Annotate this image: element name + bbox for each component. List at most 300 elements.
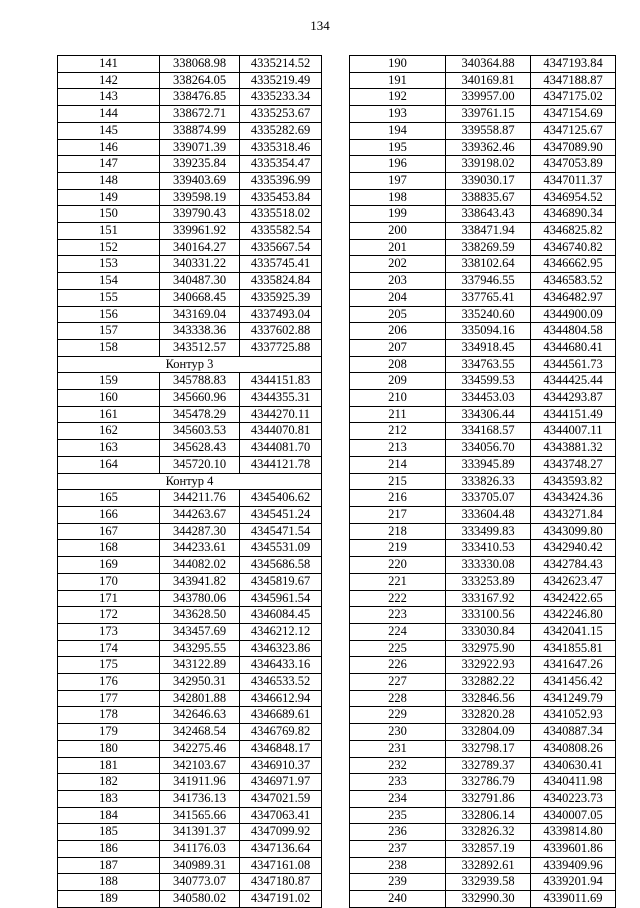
table-row bbox=[58, 239, 322, 256]
table-row bbox=[350, 256, 616, 273]
y-coordinate-cell: 4335667.54 bbox=[240, 239, 322, 256]
x-coordinate-cell: 343338.36 bbox=[160, 323, 240, 340]
point-number-cell: 217 bbox=[350, 506, 446, 523]
point-number-cell: 221 bbox=[350, 573, 446, 590]
y-coordinate-cell: 4344081.70 bbox=[240, 440, 322, 457]
y-coordinate-cell: 4347191.02 bbox=[240, 891, 322, 908]
y-coordinate-cell: 4346825.82 bbox=[531, 223, 616, 240]
point-number-cell: 156 bbox=[58, 306, 160, 323]
y-coordinate-cell: 4335214.52 bbox=[240, 56, 322, 73]
y-coordinate-cell: 4335253.67 bbox=[240, 106, 322, 123]
y-coordinate-cell: 4347193.84 bbox=[531, 56, 616, 73]
table-row bbox=[58, 640, 322, 657]
y-coordinate-cell: 4344151.49 bbox=[531, 406, 616, 423]
table-row bbox=[58, 607, 322, 624]
x-coordinate-cell: 333604.48 bbox=[446, 506, 531, 523]
point-number-cell: 236 bbox=[350, 824, 446, 841]
point-number-cell: 224 bbox=[350, 623, 446, 640]
point-number-cell: 152 bbox=[58, 239, 160, 256]
y-coordinate-cell: 4343593.82 bbox=[531, 473, 616, 490]
y-coordinate-cell: 4345531.09 bbox=[240, 540, 322, 557]
table-row bbox=[58, 740, 322, 757]
point-number-cell: 158 bbox=[58, 339, 160, 356]
x-coordinate-cell: 342275.46 bbox=[160, 740, 240, 757]
x-coordinate-cell: 332806.14 bbox=[446, 807, 531, 824]
y-coordinate-cell: 4346689.61 bbox=[240, 707, 322, 724]
x-coordinate-cell: 338874.99 bbox=[160, 122, 240, 139]
x-coordinate-cell: 343628.50 bbox=[160, 607, 240, 624]
point-number-cell: 159 bbox=[58, 373, 160, 390]
x-coordinate-cell: 345788.83 bbox=[160, 373, 240, 390]
table-row bbox=[58, 590, 322, 607]
table-row bbox=[350, 106, 616, 123]
x-coordinate-cell: 332882.22 bbox=[446, 674, 531, 691]
table-row bbox=[58, 89, 322, 106]
x-coordinate-cell: 339957.00 bbox=[446, 89, 531, 106]
point-number-cell: 191 bbox=[350, 72, 446, 89]
point-number-cell: 145 bbox=[58, 122, 160, 139]
y-coordinate-cell: 4346212.12 bbox=[240, 623, 322, 640]
table-row bbox=[58, 657, 322, 674]
x-coordinate-cell: 339235.84 bbox=[160, 156, 240, 173]
x-coordinate-cell: 339071.39 bbox=[160, 139, 240, 156]
y-coordinate-cell: 4341052.93 bbox=[531, 707, 616, 724]
table-row bbox=[350, 356, 616, 373]
y-coordinate-cell: 4341249.79 bbox=[531, 690, 616, 707]
point-number-cell: 175 bbox=[58, 657, 160, 674]
y-coordinate-cell: 4339814.80 bbox=[531, 824, 616, 841]
x-coordinate-cell: 332892.61 bbox=[446, 857, 531, 874]
point-number-cell: 216 bbox=[350, 490, 446, 507]
table-row bbox=[58, 156, 322, 173]
point-number-cell: 163 bbox=[58, 440, 160, 457]
table-row bbox=[350, 306, 616, 323]
point-number-cell: 186 bbox=[58, 841, 160, 858]
y-coordinate-cell: 4342422.65 bbox=[531, 590, 616, 607]
y-coordinate-cell: 4342623.47 bbox=[531, 573, 616, 590]
y-coordinate-cell: 4343271.84 bbox=[531, 506, 616, 523]
table-row bbox=[58, 807, 322, 824]
x-coordinate-cell: 340668.45 bbox=[160, 289, 240, 306]
x-coordinate-cell: 333826.33 bbox=[446, 473, 531, 490]
y-coordinate-cell: 4335396.99 bbox=[240, 172, 322, 189]
y-coordinate-cell: 4335318.46 bbox=[240, 139, 322, 156]
contour-header-row bbox=[58, 356, 322, 373]
table-row bbox=[58, 172, 322, 189]
y-coordinate-cell: 4346890.34 bbox=[531, 206, 616, 223]
x-coordinate-cell: 341565.66 bbox=[160, 807, 240, 824]
point-number-cell: 178 bbox=[58, 707, 160, 724]
y-coordinate-cell: 4335453.84 bbox=[240, 189, 322, 206]
x-coordinate-cell: 345660.96 bbox=[160, 390, 240, 407]
table-row bbox=[350, 857, 616, 874]
x-coordinate-cell: 345478.29 bbox=[160, 406, 240, 423]
x-coordinate-cell: 343941.82 bbox=[160, 573, 240, 590]
y-coordinate-cell: 4343748.27 bbox=[531, 456, 616, 473]
y-coordinate-cell: 4346910.37 bbox=[240, 757, 322, 774]
y-coordinate-cell: 4346848.17 bbox=[240, 740, 322, 757]
table-row bbox=[350, 406, 616, 423]
table-row bbox=[58, 373, 322, 390]
y-coordinate-cell: 4341855.81 bbox=[531, 640, 616, 657]
table-row bbox=[58, 623, 322, 640]
point-number-cell: 189 bbox=[58, 891, 160, 908]
point-number-cell: 240 bbox=[350, 891, 446, 908]
point-number-cell: 167 bbox=[58, 523, 160, 540]
table-row bbox=[350, 790, 616, 807]
y-coordinate-cell: 4339409.96 bbox=[531, 857, 616, 874]
point-number-cell: 143 bbox=[58, 89, 160, 106]
x-coordinate-cell: 339598.19 bbox=[160, 189, 240, 206]
x-coordinate-cell: 340364.88 bbox=[446, 56, 531, 73]
table-row bbox=[350, 323, 616, 340]
table-row bbox=[58, 674, 322, 691]
point-number-cell: 208 bbox=[350, 356, 446, 373]
x-coordinate-cell: 344263.67 bbox=[160, 506, 240, 523]
y-coordinate-cell: 4344007.11 bbox=[531, 423, 616, 440]
x-coordinate-cell: 332846.56 bbox=[446, 690, 531, 707]
table-row bbox=[350, 390, 616, 407]
y-coordinate-cell: 4339601.86 bbox=[531, 841, 616, 858]
x-coordinate-cell: 342468.54 bbox=[160, 724, 240, 741]
y-coordinate-cell: 4344293.87 bbox=[531, 390, 616, 407]
x-coordinate-cell: 339961.92 bbox=[160, 223, 240, 240]
x-coordinate-cell: 338264.05 bbox=[160, 72, 240, 89]
x-coordinate-cell: 341911.96 bbox=[160, 774, 240, 791]
x-coordinate-cell: 341176.03 bbox=[160, 841, 240, 858]
table-row bbox=[58, 757, 322, 774]
y-coordinate-cell: 4345961.54 bbox=[240, 590, 322, 607]
table-row bbox=[58, 790, 322, 807]
y-coordinate-cell: 4347089.90 bbox=[531, 139, 616, 156]
x-coordinate-cell: 340989.31 bbox=[160, 857, 240, 874]
x-coordinate-cell: 340580.02 bbox=[160, 891, 240, 908]
table-row bbox=[350, 523, 616, 540]
point-number-cell: 235 bbox=[350, 807, 446, 824]
point-number-cell: 202 bbox=[350, 256, 446, 273]
y-coordinate-cell: 4346533.52 bbox=[240, 674, 322, 691]
y-coordinate-cell: 4335219.49 bbox=[240, 72, 322, 89]
x-coordinate-cell: 340487.30 bbox=[160, 273, 240, 290]
point-number-cell: 150 bbox=[58, 206, 160, 223]
x-coordinate-cell: 334306.44 bbox=[446, 406, 531, 423]
point-number-cell: 177 bbox=[58, 690, 160, 707]
y-coordinate-cell: 4340223.73 bbox=[531, 790, 616, 807]
x-coordinate-cell: 344211.76 bbox=[160, 490, 240, 507]
x-coordinate-cell: 341736.13 bbox=[160, 790, 240, 807]
table-row bbox=[350, 807, 616, 824]
x-coordinate-cell: 340773.07 bbox=[160, 874, 240, 891]
x-coordinate-cell: 332804.09 bbox=[446, 724, 531, 741]
x-coordinate-cell: 340164.27 bbox=[160, 239, 240, 256]
table-row bbox=[58, 490, 322, 507]
point-number-cell: 232 bbox=[350, 757, 446, 774]
x-coordinate-cell: 345628.43 bbox=[160, 440, 240, 457]
table-row bbox=[58, 724, 322, 741]
point-number-cell: 233 bbox=[350, 774, 446, 791]
x-coordinate-cell: 333499.83 bbox=[446, 523, 531, 540]
point-number-cell: 229 bbox=[350, 707, 446, 724]
y-coordinate-cell: 4344900.09 bbox=[531, 306, 616, 323]
y-coordinate-cell: 4346662.95 bbox=[531, 256, 616, 273]
point-number-cell: 206 bbox=[350, 323, 446, 340]
y-coordinate-cell: 4335824.84 bbox=[240, 273, 322, 290]
x-coordinate-cell: 339403.69 bbox=[160, 172, 240, 189]
x-coordinate-cell: 339030.17 bbox=[446, 172, 531, 189]
y-coordinate-cell: 4344151.83 bbox=[240, 373, 322, 390]
point-number-cell: 160 bbox=[58, 390, 160, 407]
x-coordinate-cell: 339558.87 bbox=[446, 122, 531, 139]
x-coordinate-cell: 339790.43 bbox=[160, 206, 240, 223]
x-coordinate-cell: 333100.56 bbox=[446, 607, 531, 624]
point-number-cell: 198 bbox=[350, 189, 446, 206]
point-number-cell: 190 bbox=[350, 56, 446, 73]
y-coordinate-cell: 4347125.67 bbox=[531, 122, 616, 139]
y-coordinate-cell: 4340808.26 bbox=[531, 740, 616, 757]
x-coordinate-cell: 333167.92 bbox=[446, 590, 531, 607]
y-coordinate-cell: 4335745.41 bbox=[240, 256, 322, 273]
y-coordinate-cell: 4343099.80 bbox=[531, 523, 616, 540]
point-number-cell: 199 bbox=[350, 206, 446, 223]
table-row bbox=[350, 239, 616, 256]
coordinates-table-left bbox=[57, 55, 322, 908]
table-row bbox=[350, 172, 616, 189]
y-coordinate-cell: 4346971.97 bbox=[240, 774, 322, 791]
x-coordinate-cell: 343169.04 bbox=[160, 306, 240, 323]
y-coordinate-cell: 4343424.36 bbox=[531, 490, 616, 507]
x-coordinate-cell: 335240.60 bbox=[446, 306, 531, 323]
y-coordinate-cell: 4337493.04 bbox=[240, 306, 322, 323]
point-number-cell: 195 bbox=[350, 139, 446, 156]
table-row bbox=[350, 189, 616, 206]
point-number-cell: 211 bbox=[350, 406, 446, 423]
point-number-cell: 225 bbox=[350, 640, 446, 657]
point-number-cell: 230 bbox=[350, 724, 446, 741]
x-coordinate-cell: 338068.98 bbox=[160, 56, 240, 73]
table-row bbox=[350, 707, 616, 724]
x-coordinate-cell: 345720.10 bbox=[160, 456, 240, 473]
x-coordinate-cell: 332990.30 bbox=[446, 891, 531, 908]
table-row bbox=[350, 440, 616, 457]
table-row bbox=[58, 573, 322, 590]
table-row bbox=[350, 841, 616, 858]
table-row bbox=[350, 139, 616, 156]
x-coordinate-cell: 334453.03 bbox=[446, 390, 531, 407]
point-number-cell: 180 bbox=[58, 740, 160, 757]
y-coordinate-cell: 4344680.41 bbox=[531, 339, 616, 356]
table-row bbox=[350, 607, 616, 624]
point-number-cell: 192 bbox=[350, 89, 446, 106]
point-number-cell: 176 bbox=[58, 674, 160, 691]
table-row bbox=[350, 740, 616, 757]
point-number-cell: 218 bbox=[350, 523, 446, 540]
y-coordinate-cell: 4340630.41 bbox=[531, 757, 616, 774]
contour-label: Контур 3 bbox=[58, 356, 322, 373]
point-number-cell: 188 bbox=[58, 874, 160, 891]
y-coordinate-cell: 4347188.87 bbox=[531, 72, 616, 89]
y-coordinate-cell: 4347053.89 bbox=[531, 156, 616, 173]
coordinates-table-right bbox=[349, 55, 616, 908]
point-number-cell: 147 bbox=[58, 156, 160, 173]
point-number-cell: 146 bbox=[58, 139, 160, 156]
y-coordinate-cell: 4335518.02 bbox=[240, 206, 322, 223]
table-row bbox=[58, 540, 322, 557]
y-coordinate-cell: 4335925.39 bbox=[240, 289, 322, 306]
table-row bbox=[350, 874, 616, 891]
table-row bbox=[58, 289, 322, 306]
table-row bbox=[350, 573, 616, 590]
x-coordinate-cell: 342646.63 bbox=[160, 707, 240, 724]
point-number-cell: 173 bbox=[58, 623, 160, 640]
y-coordinate-cell: 4344425.44 bbox=[531, 373, 616, 390]
y-coordinate-cell: 4347099.92 bbox=[240, 824, 322, 841]
point-number-cell: 227 bbox=[350, 674, 446, 691]
point-number-cell: 174 bbox=[58, 640, 160, 657]
point-number-cell: 141 bbox=[58, 56, 160, 73]
point-number-cell: 166 bbox=[58, 506, 160, 523]
x-coordinate-cell: 342801.88 bbox=[160, 690, 240, 707]
x-coordinate-cell: 344233.61 bbox=[160, 540, 240, 557]
point-number-cell: 155 bbox=[58, 289, 160, 306]
table-row bbox=[58, 506, 322, 523]
table-row bbox=[58, 122, 322, 139]
table-row bbox=[58, 406, 322, 423]
point-number-cell: 181 bbox=[58, 757, 160, 774]
y-coordinate-cell: 4347011.37 bbox=[531, 172, 616, 189]
y-coordinate-cell: 4335582.54 bbox=[240, 223, 322, 240]
point-number-cell: 203 bbox=[350, 273, 446, 290]
point-number-cell: 214 bbox=[350, 456, 446, 473]
table-row bbox=[58, 339, 322, 356]
point-number-cell: 209 bbox=[350, 373, 446, 390]
y-coordinate-cell: 4347154.69 bbox=[531, 106, 616, 123]
y-coordinate-cell: 4347021.59 bbox=[240, 790, 322, 807]
y-coordinate-cell: 4346482.97 bbox=[531, 289, 616, 306]
x-coordinate-cell: 343295.55 bbox=[160, 640, 240, 657]
table-row bbox=[350, 557, 616, 574]
x-coordinate-cell: 338476.85 bbox=[160, 89, 240, 106]
table-row bbox=[350, 289, 616, 306]
table-row bbox=[58, 323, 322, 340]
y-coordinate-cell: 4339011.69 bbox=[531, 891, 616, 908]
point-number-cell: 238 bbox=[350, 857, 446, 874]
y-coordinate-cell: 4342041.15 bbox=[531, 623, 616, 640]
y-coordinate-cell: 4345406.62 bbox=[240, 490, 322, 507]
y-coordinate-cell: 4345819.67 bbox=[240, 573, 322, 590]
table-row bbox=[350, 757, 616, 774]
x-coordinate-cell: 332826.32 bbox=[446, 824, 531, 841]
table-row bbox=[58, 390, 322, 407]
point-number-cell: 237 bbox=[350, 841, 446, 858]
table-row bbox=[350, 456, 616, 473]
table-row bbox=[58, 440, 322, 457]
point-number-cell: 179 bbox=[58, 724, 160, 741]
y-coordinate-cell: 4340887.34 bbox=[531, 724, 616, 741]
point-number-cell: 142 bbox=[58, 72, 160, 89]
x-coordinate-cell: 342950.31 bbox=[160, 674, 240, 691]
point-number-cell: 234 bbox=[350, 790, 446, 807]
y-coordinate-cell: 4346769.82 bbox=[240, 724, 322, 741]
table-row bbox=[350, 89, 616, 106]
y-coordinate-cell: 4347180.87 bbox=[240, 874, 322, 891]
table-row bbox=[58, 72, 322, 89]
point-number-cell: 207 bbox=[350, 339, 446, 356]
x-coordinate-cell: 332798.17 bbox=[446, 740, 531, 757]
point-number-cell: 182 bbox=[58, 774, 160, 791]
y-coordinate-cell: 4345686.58 bbox=[240, 557, 322, 574]
y-coordinate-cell: 4347136.64 bbox=[240, 841, 322, 858]
table-row bbox=[58, 707, 322, 724]
point-number-cell: 239 bbox=[350, 874, 446, 891]
x-coordinate-cell: 332820.28 bbox=[446, 707, 531, 724]
point-number-cell: 210 bbox=[350, 390, 446, 407]
y-coordinate-cell: 4346740.82 bbox=[531, 239, 616, 256]
point-number-cell: 187 bbox=[58, 857, 160, 874]
y-coordinate-cell: 4343881.32 bbox=[531, 440, 616, 457]
table-row bbox=[58, 824, 322, 841]
table-row bbox=[58, 841, 322, 858]
table-row bbox=[58, 456, 322, 473]
x-coordinate-cell: 344287.30 bbox=[160, 523, 240, 540]
x-coordinate-cell: 338102.64 bbox=[446, 256, 531, 273]
table-row bbox=[58, 256, 322, 273]
table-row bbox=[58, 690, 322, 707]
point-number-cell: 204 bbox=[350, 289, 446, 306]
contour-header-row bbox=[58, 473, 322, 490]
x-coordinate-cell: 333945.89 bbox=[446, 456, 531, 473]
y-coordinate-cell: 4346583.52 bbox=[531, 273, 616, 290]
table-row bbox=[350, 156, 616, 173]
table-row bbox=[350, 423, 616, 440]
x-coordinate-cell: 343122.89 bbox=[160, 657, 240, 674]
table-row bbox=[58, 106, 322, 123]
point-number-cell: 157 bbox=[58, 323, 160, 340]
point-number-cell: 168 bbox=[58, 540, 160, 557]
point-number-cell: 222 bbox=[350, 590, 446, 607]
y-coordinate-cell: 4344270.11 bbox=[240, 406, 322, 423]
x-coordinate-cell: 343512.57 bbox=[160, 339, 240, 356]
x-coordinate-cell: 339761.15 bbox=[446, 106, 531, 123]
x-coordinate-cell: 341391.37 bbox=[160, 824, 240, 841]
x-coordinate-cell: 332789.37 bbox=[446, 757, 531, 774]
y-coordinate-cell: 4339201.94 bbox=[531, 874, 616, 891]
table-row bbox=[350, 690, 616, 707]
point-number-cell: 165 bbox=[58, 490, 160, 507]
point-number-cell: 185 bbox=[58, 824, 160, 841]
x-coordinate-cell: 340169.81 bbox=[446, 72, 531, 89]
point-number-cell: 164 bbox=[58, 456, 160, 473]
x-coordinate-cell: 345603.53 bbox=[160, 423, 240, 440]
table-row bbox=[350, 640, 616, 657]
y-coordinate-cell: 4346084.45 bbox=[240, 607, 322, 624]
point-number-cell: 197 bbox=[350, 172, 446, 189]
point-number-cell: 228 bbox=[350, 690, 446, 707]
y-coordinate-cell: 4341456.42 bbox=[531, 674, 616, 691]
x-coordinate-cell: 338269.59 bbox=[446, 239, 531, 256]
x-coordinate-cell: 333410.53 bbox=[446, 540, 531, 557]
y-coordinate-cell: 4342784.43 bbox=[531, 557, 616, 574]
y-coordinate-cell: 4342940.42 bbox=[531, 540, 616, 557]
x-coordinate-cell: 333030.84 bbox=[446, 623, 531, 640]
point-number-cell: 226 bbox=[350, 657, 446, 674]
y-coordinate-cell: 4346954.52 bbox=[531, 189, 616, 206]
point-number-cell: 215 bbox=[350, 473, 446, 490]
table-row bbox=[350, 206, 616, 223]
x-coordinate-cell: 334918.45 bbox=[446, 339, 531, 356]
y-coordinate-cell: 4346433.16 bbox=[240, 657, 322, 674]
point-number-cell: 170 bbox=[58, 573, 160, 590]
y-coordinate-cell: 4342246.80 bbox=[531, 607, 616, 624]
